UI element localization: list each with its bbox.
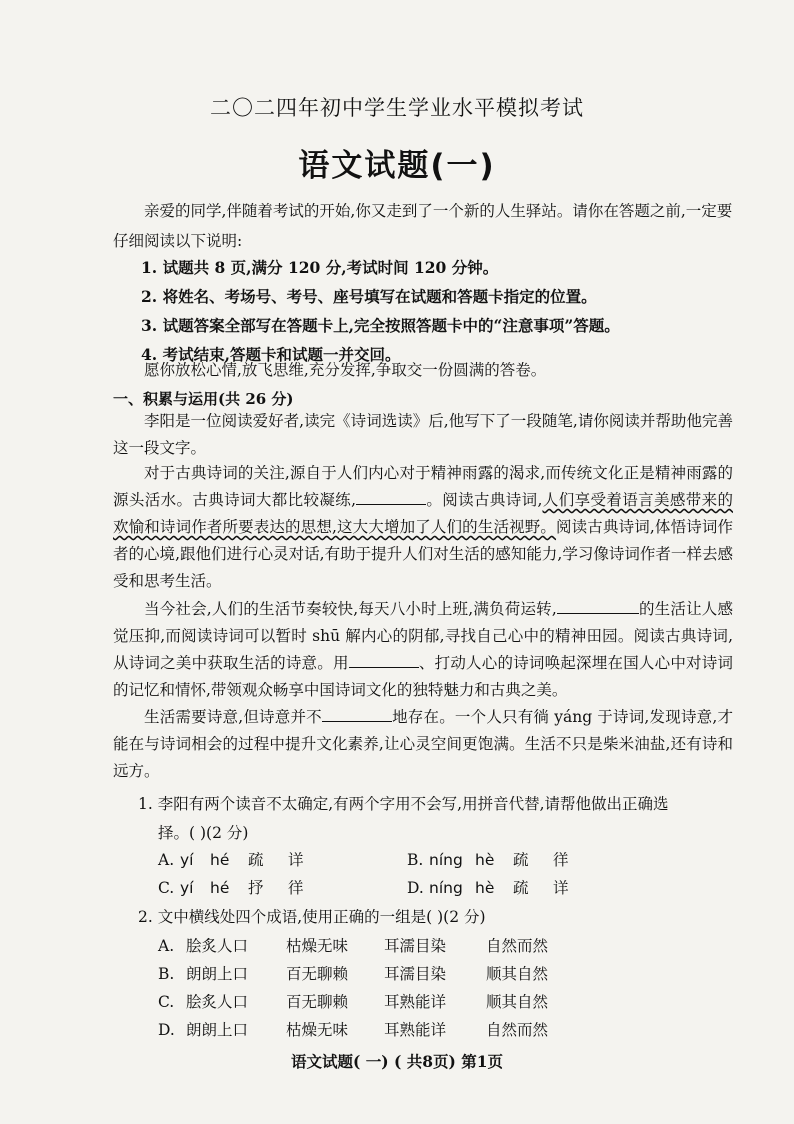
wavy-underlined-sentence: 人们享受着语言美感带来的欢愉和诗词作者所要表达的思想,这大大增加了人们的生活视野。: [113, 491, 733, 536]
question-1-stem-line1: 1. 李阳有两个读音不太确定,有两个字用不会写,用拼音代替,请帮他做出正确选: [138, 795, 669, 813]
passage-paragraph-3: [113, 704, 733, 785]
intro-greeting: [113, 196, 733, 256]
subject-title: 语文试题(一): [298, 148, 496, 184]
answer-blank-2: [557, 599, 639, 614]
question-1-stem-line2: 择。( )(2 分): [158, 824, 249, 842]
greeting-text: 亲爱的同学,伴随着考试的开始,你又走到了一个新的人生驿站。请你在答题之前,一定要仔细阅读以下说明:: [113, 202, 733, 250]
section-lead: [113, 408, 733, 462]
para2-text-b: 的生活让人感觉压抑,而阅读诗词可以暂时 shū 解内心的阴郁,寻找自己心中的精神田园。阅读古典诗词,从诗词之美中获取生活的诗意。用: [113, 600, 733, 672]
notice-list: [141, 253, 741, 369]
section-title: 一、积累与运用(共 26 分): [113, 390, 294, 408]
question-2-option-c: C. 脍炙人口 百无聊赖 耳熟能详 顺其自然: [158, 993, 549, 1011]
notice-item: 1. 试题共 8 页,满分 120 分,考试时间 120 分钟。: [141, 258, 499, 277]
notice-item: 4. 考试结束,答题卡和试题一并交回。: [141, 345, 401, 364]
exam-name: 二〇二四年初中学生学业水平模拟考试: [210, 96, 584, 120]
para3-text-a: 生活需要诗意,但诗意并不: [144, 708, 322, 726]
answer-blank-1: [356, 490, 426, 505]
wish-text: 愿你放松心情,放飞思维,充分发挥,争取交一份圆满的答卷。: [144, 361, 547, 379]
passage-paragraph-1: [113, 460, 733, 595]
para3-text-b: 地存在。一个人只有徜 yáng 于诗词,发现诗意,才能在与诗词相会的过程中提升文化素养,让心灵空间更饱满。生活不只是柴米油盐,还有诗和远方。: [113, 708, 733, 780]
notice-item: 2. 将姓名、考场号、考号、座号填写在试题和答题卡指定的位置。: [141, 287, 597, 306]
question-1-option-a: A. yí hé 疏 详: [158, 851, 304, 869]
para2-text-a: 当今社会,人们的生活节奏较快,每天八小时上班,满负荷运转,: [144, 600, 557, 618]
answer-blank-3: [349, 653, 419, 668]
lead-text: 李阳是一位阅读爱好者,读完《诗词选读》后,他写下了一段随笔,请你阅读并帮助他完善这一段文字。: [113, 412, 733, 457]
para1-text-a: 对于古典诗词的关注,源自于人们内心对于精神雨露的渴求,而传统文化正是精神雨露的源头活水。古典诗词大都比较凝练,: [113, 464, 733, 509]
question-2-option-a: A. 脍炙人口 枯燥无味 耳濡目染 自然而然: [158, 937, 549, 955]
question-1-option-c: C. yí hé 抒 徉: [158, 879, 304, 897]
question-2-stem: 2. 文中横线处四个成语,使用正确的一组是( )(2 分): [138, 908, 486, 926]
notice-item: 3. 试题答案全部写在答题卡上,完全按照答题卡中的“注意事项”答题。: [141, 316, 620, 335]
passage-paragraph-2: [113, 596, 733, 704]
question-1-option-d: D. níng hè 疏 详: [407, 879, 569, 897]
question-1-option-b: B. níng hè 疏 徉: [407, 851, 569, 869]
question-2-option-d: D. 朗朗上口 枯燥无味 耳熟能详 自然而然: [158, 1021, 549, 1039]
question-2-option-b: B. 朗朗上口 百无聊赖 耳濡目染 顺其自然: [158, 965, 549, 983]
page-footer: 语文试题( 一) ( 共8页) 第1页: [291, 1052, 503, 1071]
para1-text-b: 。阅读古典诗词,: [426, 491, 543, 509]
para1-text-c: 阅读古典诗词,体悟诗词作者的心境,跟他们进行心灵对话,有助于提升人们对生活的感知能力,学习像诗词作者一样去感受和思考生活。: [113, 518, 733, 590]
para2-text-c: 、打动人心的诗词唤起深埋在国人心中对诗词的记忆和情怀,带领观众畅享中国诗词文化的独特魅力和古典之美。: [113, 654, 733, 699]
answer-blank-4: [322, 707, 392, 722]
